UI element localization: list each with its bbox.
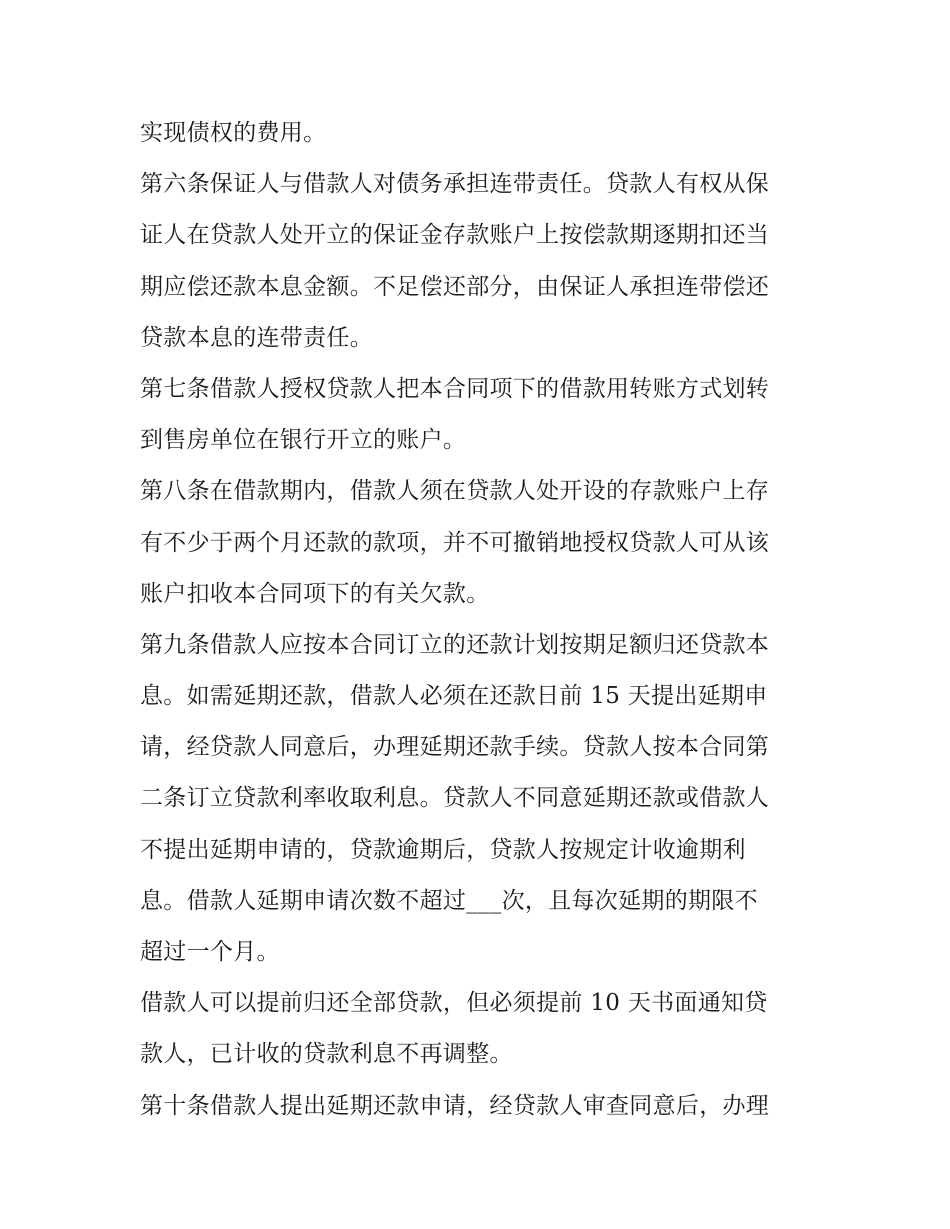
text-line: 账户扣收本合同项下的有关欠款。 (140, 580, 490, 607)
text-line: 证人在贷款人处开立的保证金存款账户上按偿款期逐期扣还当 (140, 222, 770, 249)
document-body (140, 108, 820, 1132)
text-line: 有不少于两个月还款的款项，并不可撤销地授权贷款人可从该 (140, 529, 770, 556)
text-line: 款人，已计收的贷款利息不再调整。 (140, 1041, 513, 1068)
text-line: 借款人可以提前归还全部贷款，但必须提前 10 天书面通知贷 (140, 990, 768, 1017)
text-line: 超过一个月。 (140, 939, 280, 965)
text-line: 不提出延期申请的，贷款逾期后，贷款人按规定计收逾期利 (140, 836, 746, 863)
text-line: 第八条在借款期内，借款人须在贷款人处开设的存款账户上存 (140, 478, 770, 505)
text-line: 第六条保证人与借款人对债务承担连带责任。贷款人有权从保 (140, 171, 770, 198)
text-line: 到售房单位在银行开立的账户。 (140, 427, 467, 454)
text-line: 第十条借款人提出延期还款申请，经贷款人审查同意后，办理 (140, 1092, 770, 1119)
text-line: 贷款本息的连带责任。 (140, 324, 373, 351)
text-line: 请，经贷款人同意后，办理延期还款手续。贷款人按本合同第 (140, 734, 770, 761)
text-line: 息。借款人延期申请次数不超过___次，且每次延期的期限不 (140, 887, 758, 914)
text-line: 二条订立贷款利率收取利息。贷款人不同意延期还款或借款人 (140, 785, 770, 812)
text-line: 息。如需延期还款，借款人必须在还款日前 15 天提出延期申 (140, 683, 768, 710)
text-line: 实现债权的费用。 (140, 120, 327, 146)
text-line: 第九条借款人应按本合同订立的还款计划按期足额归还贷款本 (140, 631, 770, 658)
text-line: 第七条借款人授权贷款人把本合同项下的借款用转账方式划转 (140, 375, 770, 402)
text-line: 期应偿还款本息金额。不足偿还部分，由保证人承担连带偿还 (140, 273, 770, 300)
